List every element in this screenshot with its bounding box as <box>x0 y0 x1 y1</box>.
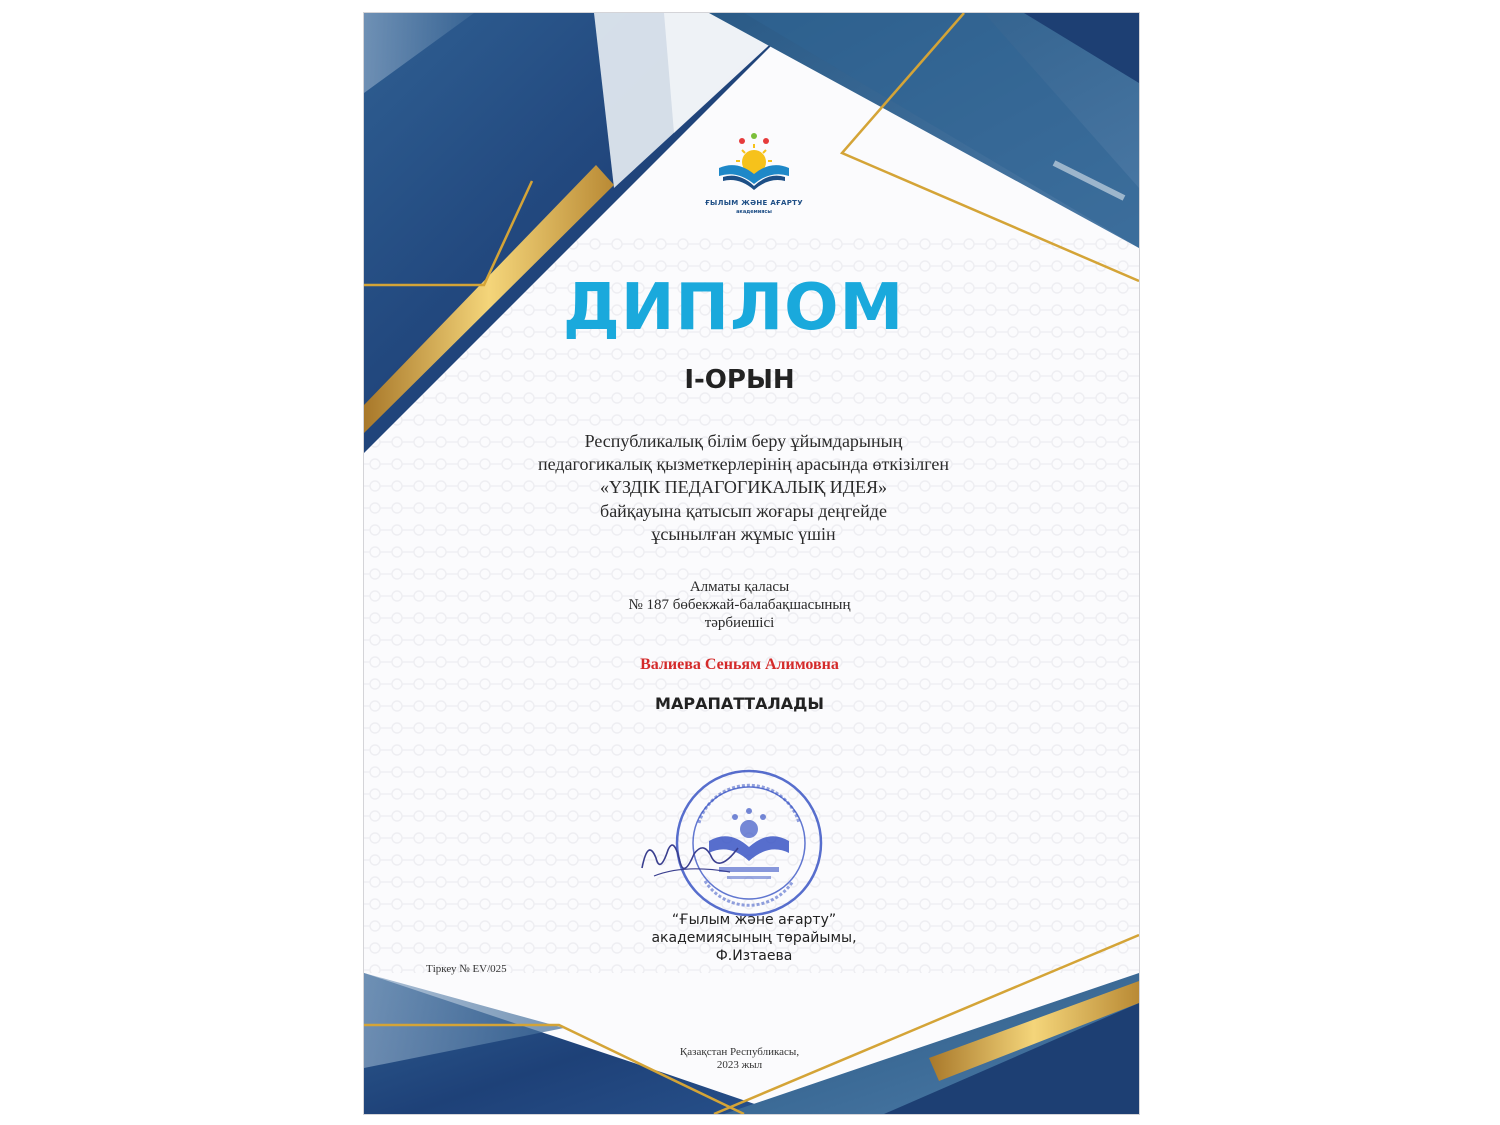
signatory-line: академиясының төрайымы, <box>651 930 857 946</box>
diploma-sheet <box>363 12 1140 1115</box>
signatory-line: “Ғылым және ағарту” <box>671 912 837 928</box>
diploma-title: ДИПЛОМ <box>562 271 905 345</box>
body-line: «ҮЗДІК ПЕДАГОГИКАЛЫҚ ИДЕЯ» <box>599 477 888 497</box>
awarded-label: МАРАПАТТАЛАДЫ <box>655 694 824 713</box>
body-line: ұсынылған жұмыс үшін <box>651 524 836 544</box>
signature <box>634 828 744 888</box>
body-line: педагогикалық қызметкерлерінің арасында өткізілген <box>538 454 949 474</box>
footer-country: Қазақстан Республикасы, <box>679 1046 800 1058</box>
recipient-name: Валиева Сеньям Алимовна <box>640 656 839 673</box>
place-label: I-ОРЫН <box>684 365 795 395</box>
institution-line: тәрбиешісі <box>704 615 775 631</box>
footer-year: 2023 жыл <box>716 1059 763 1071</box>
academy-logo <box>709 130 799 200</box>
org-subtitle: академиясы <box>736 209 772 215</box>
body-line: байқауына қатысып жоғары деңгейде <box>600 501 887 521</box>
registration-number: Тіркеу № EV/025 <box>426 963 507 975</box>
institution-line: Алматы қаласы <box>689 579 790 595</box>
institution-line: № 187 бөбекжай-балабақшасының <box>628 597 851 613</box>
org-name: ҒЫЛЫМ ЖӘНЕ АҒАРТУ <box>705 199 803 207</box>
signatory-name: Ф.Изтаева <box>715 948 793 964</box>
body-line: Республикалық білім беру ұйымдарының <box>584 431 903 451</box>
